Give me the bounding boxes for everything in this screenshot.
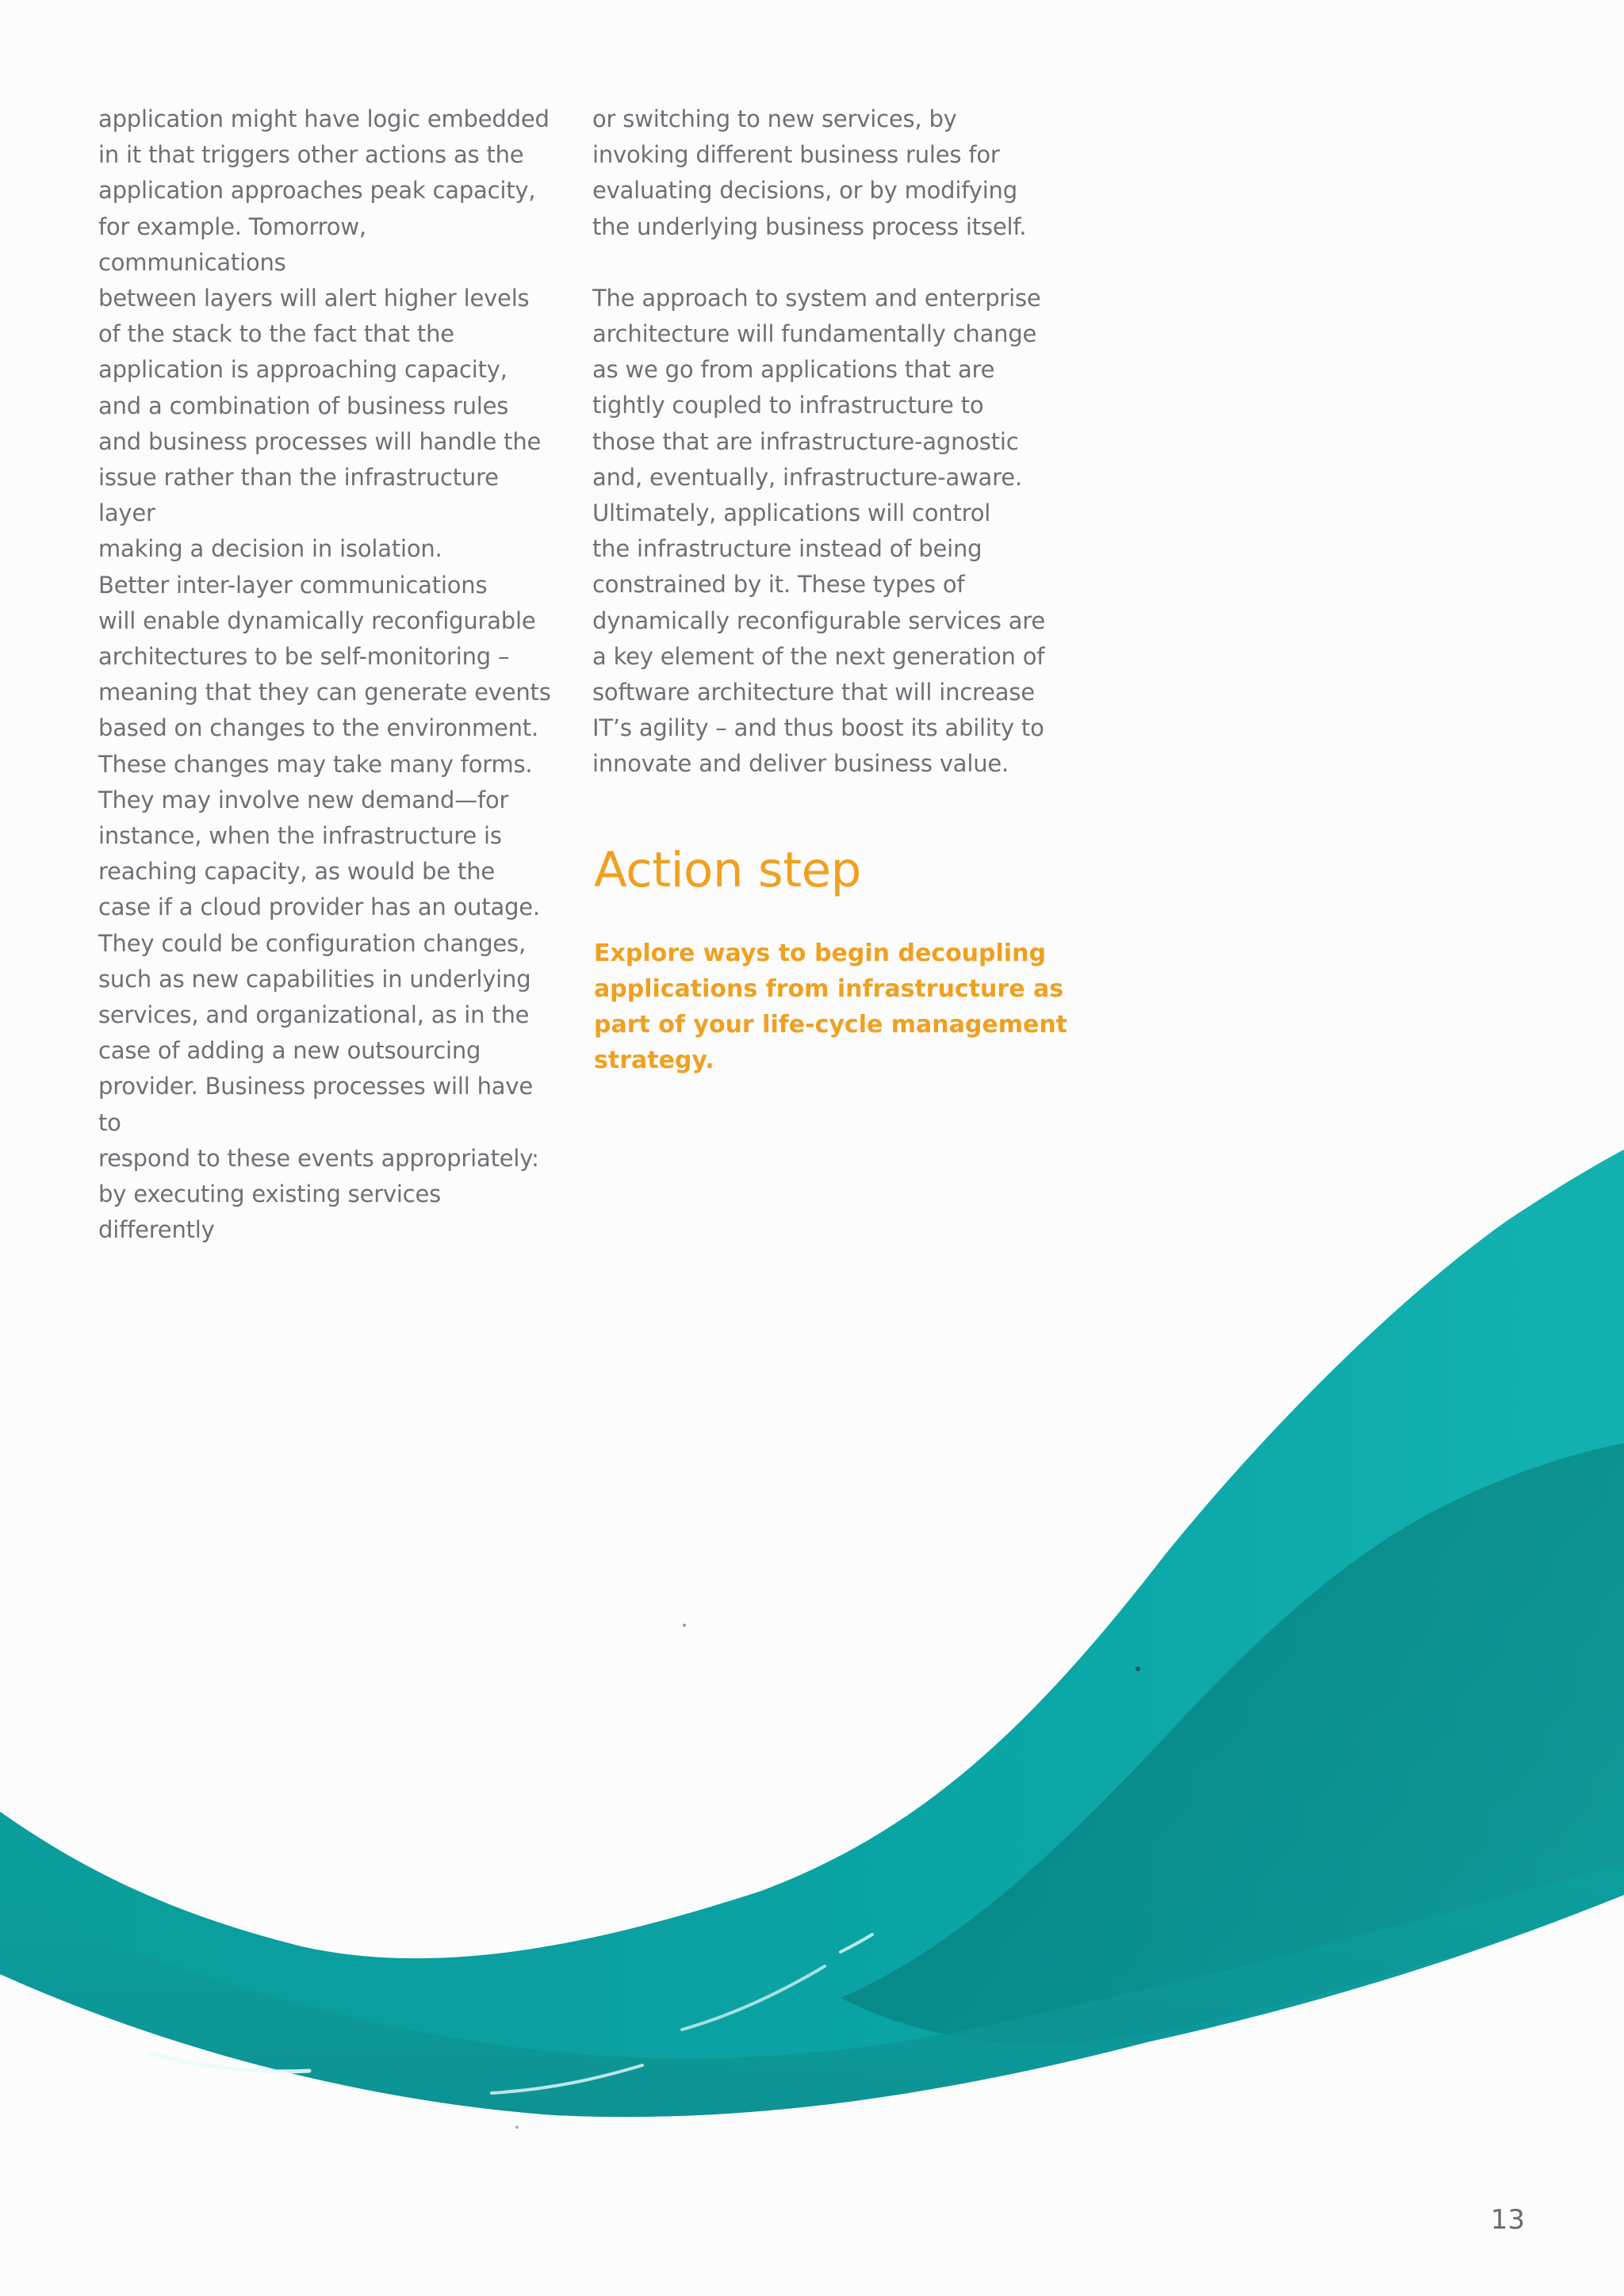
- left-column: [98, 101, 558, 1249]
- page-number: 13: [1490, 2204, 1525, 2236]
- action-step-text: Explore ways to begin decoupling applications from infrastructure as part of your life-cycle management strategy.: [594, 939, 1068, 1074]
- right-column-paragraph-2: The approach to system and enterprise architecture will fundamentally change as we go from applications that are tightly coupled to infrastructure to those that are infrastructure-agnostic and, eventually, infrastructure-aware. Ultimately, applications will control the infrastructure instead of being constrained by it. These types of dynamically reconfigurable services are a key element of the next generation of software architecture that will increase IT’s agility – and thus boost its ability to innovate and deliver business value.: [592, 284, 1046, 778]
- right-column-paragraph-1: or switching to new services, by invoking different business rules for evaluating decisions, or by modifying the underlying business process itself.: [592, 105, 1027, 240]
- right-column: [592, 101, 1052, 783]
- teal-wave-image: [0, 1110, 1624, 2141]
- action-step-heading: Action step: [594, 842, 861, 898]
- left-column-text: application might have logic embedded in it that triggers other actions as the application approaches peak capacity, for example. Tomorrow, communications between layers will alert higher levels of the stack to the fact that the application is approaching capacity, and a combination of business rules and business processes will handle the issue rather than the infrastructure layer making a decision in isolation. Better inter-layer communications will enable dynamically reconfigurable architectures to be self-monitoring – meaning that they can generate events based on changes to the environment. These changes may take many forms. They may involve new demand—for instance, when the infrastructure is reaching capacity, as would be the case if a cloud provider has an outage. They could be configuration changes, such as new capabilities in underlying services, and organizational, as in the case of adding a new outsourcing provider. Business processes will have to respond to these events appropriately: by executing existing services differently: [98, 105, 551, 1244]
